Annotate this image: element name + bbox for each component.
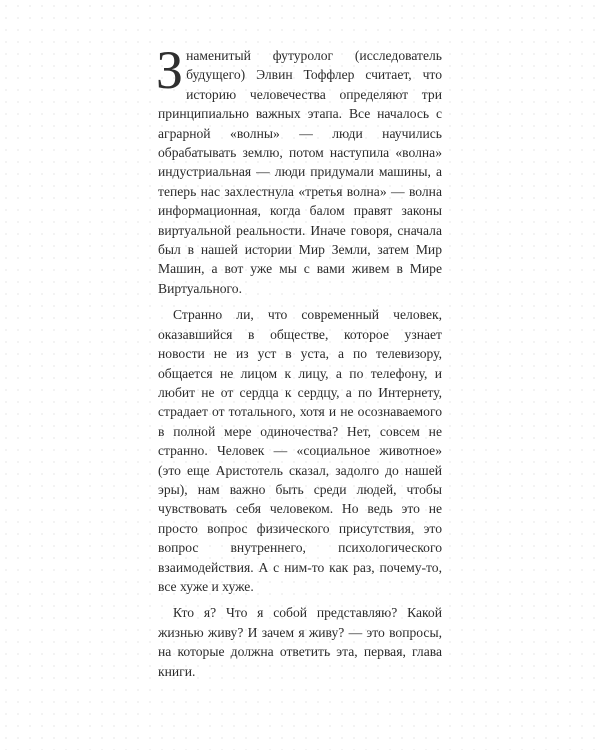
paragraph-3: Кто я? Что я собой представляю? Какой жизнью живу? И зачем я живу? — это вопросы, на которые должна ответить эта, первая, глава книги.: [158, 605, 442, 679]
paragraph-2: Странно ли, что современный человек, оказавшийся в обществе, которое узнает новости не из уст в уста, а по телевизору, общается не лицом к лицу, а по телефону, и любит не от сердца к сердцу, а по Интернету, страдает от тотального, хотя и не осознаваемого в полной мере одиночества? Нет, совсем не странно. Человек — «социальное животное» (это еще Аристотель сказал, задолго до нашей эры), нам важно быть среди людей, чтобы чувствовать себя человеком. Но ведь это не просто вопрос физического присутствия, это вопрос внутреннего, психологического взаимодействия. А с ним-то как раз, почему-то, все хуже и хуже.: [158, 307, 442, 594]
paragraph-1: [156, 40, 442, 298]
body-text: [156, 40, 442, 681]
drop-cap: З: [156, 40, 184, 100]
paragraph-1-text: наменитый футуролог (исследователь будущего) Элвин Тоффлер считает, что историю человечества определяют три принципиально важных этапа. Все началось с аграрной «волны» — люди научились обрабатывать землю, потом наступила «волна» индустриальная — люди придумали машины, а теперь нас захлестнула «третья волна» — волна информационная, когда балом правят законы виртуальной реальности. Иначе говоря, сначала был в нашей истории Мир Земли, затем Мир Машин, а вот уже мы с вами живем в Мире Виртуального.: [158, 48, 442, 296]
